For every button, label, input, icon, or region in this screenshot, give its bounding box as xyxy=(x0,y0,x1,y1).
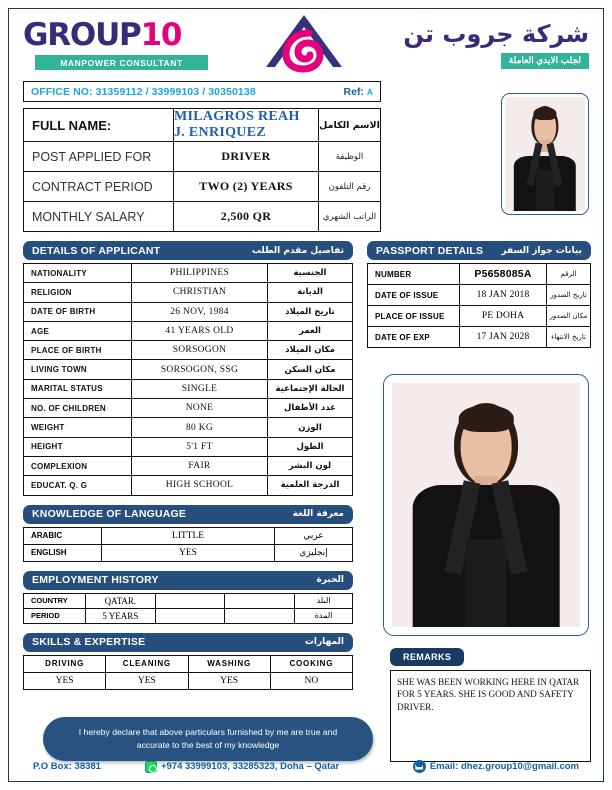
section-title-ar: معرفة اللغة xyxy=(292,509,344,520)
company-logo-english xyxy=(23,17,223,70)
section-header-employment-history xyxy=(23,571,353,590)
section-header-knowledge-of-language xyxy=(23,505,353,524)
contract-period-value: TWO (2) YEARS xyxy=(174,172,319,202)
section-header-skills-expertise xyxy=(23,633,353,652)
section-title-en: KNOWLEDGE OF LANGUAGE xyxy=(32,508,187,521)
section-title-ar: تفاصيل مقدم الطلب xyxy=(251,245,344,256)
language-value-english: YES xyxy=(102,544,275,561)
table-row xyxy=(24,608,353,623)
left-column xyxy=(23,241,353,690)
table-row xyxy=(368,264,591,285)
skill-value-driving: YES xyxy=(24,672,106,689)
passport-value-place-of-issue: PE DOHA xyxy=(460,306,547,327)
employment-label-period: PERIOD xyxy=(24,608,86,623)
passport-details-table xyxy=(367,263,591,348)
table-row xyxy=(24,456,353,475)
detail-label-nationality: NATIONALITY xyxy=(24,264,132,283)
section-title-en: DETAILS OF APPLICANT xyxy=(32,244,161,257)
passport-value-number: P5658085A xyxy=(460,264,547,285)
skill-header-driving: DRIVING xyxy=(24,655,106,672)
passport-arabic-date-of-exp: تاريخ الانتهاء xyxy=(547,327,591,348)
details-of-applicant-table xyxy=(23,263,353,496)
detail-arabic-weight: الوزن xyxy=(268,418,353,437)
post-applied-value: DRIVER xyxy=(174,142,319,172)
section-title-ar: بيانات جواز السفر xyxy=(501,245,582,256)
group10-droplet-icon xyxy=(262,11,346,73)
skill-value-washing: YES xyxy=(188,672,270,689)
table-row xyxy=(24,321,353,340)
table-row xyxy=(24,302,353,321)
logo-arabic-tagline: لجلب الايدي العاملة xyxy=(501,53,589,69)
table-row-full-name xyxy=(24,109,381,142)
table-row xyxy=(24,544,353,561)
post-applied-arabic: الوظيفة xyxy=(319,142,381,172)
monthly-salary-value: 2,500 QR xyxy=(174,202,319,232)
detail-label-age: AGE xyxy=(24,321,132,340)
detail-label-height: HEIGHT xyxy=(24,437,132,456)
email-icon xyxy=(413,760,426,773)
language-arabic-label-arabic: عربي xyxy=(275,527,353,544)
section-header-passport-details xyxy=(367,241,591,260)
detail-arabic-education: الدرجة العلمية xyxy=(268,476,353,495)
post-applied-label: POST APPLIED FOR xyxy=(24,142,174,172)
contract-period-arabic: رقم التلفون xyxy=(319,172,381,202)
table-row xyxy=(24,476,353,495)
detail-label-religion: RELIGION xyxy=(24,283,132,302)
detail-label-place-of-birth: PLACE OF BIRTH xyxy=(24,341,132,360)
employment-extra1-country xyxy=(155,593,225,608)
detail-arabic-place-of-birth: مكان الميلاد xyxy=(268,341,353,360)
table-row xyxy=(24,399,353,418)
language-arabic-label-english: إنجليزي xyxy=(275,544,353,561)
full-name-label: FULL NAME: xyxy=(24,109,174,142)
detail-value-living-town: SORSOGON, SSG xyxy=(132,360,268,379)
table-row xyxy=(24,202,381,232)
office-number-text: OFFICE NO: 31359112 / 33999103 / 30350138 xyxy=(31,85,256,98)
ref-label: Ref: xyxy=(343,85,364,98)
skill-value-cleaning: YES xyxy=(106,672,188,689)
detail-label-no-of-children: NO. OF CHILDREN xyxy=(24,399,132,418)
detail-arabic-height: الطول xyxy=(268,437,353,456)
whatsapp-icon xyxy=(145,761,157,773)
logo-main-text: GROUP xyxy=(23,17,141,53)
table-row xyxy=(24,527,353,544)
detail-arabic-nationality: الجنسية xyxy=(268,264,353,283)
employment-label-country: COUNTRY xyxy=(24,593,86,608)
section-title-en: SKILLS & EXPERTISE xyxy=(32,636,146,649)
skill-header-washing: WASHING xyxy=(188,655,270,672)
applicant-full-photo xyxy=(383,374,589,636)
right-column xyxy=(367,241,591,348)
section-title-ar: المهارات xyxy=(304,637,344,648)
photo-hair-front xyxy=(533,107,556,120)
detail-arabic-no-of-children: عدد الأطفال xyxy=(268,399,353,418)
detail-value-age: 41 YEARS OLD xyxy=(132,321,268,340)
photo-hair-front xyxy=(459,405,514,432)
table-row xyxy=(24,437,353,456)
detail-value-date-of-birth: 26 NOV, 1984 xyxy=(132,302,268,321)
logo-wordmark xyxy=(23,17,223,53)
document-header xyxy=(9,9,603,81)
table-row xyxy=(24,418,353,437)
logo-tagline: MANPOWER CONSULTANT xyxy=(35,55,208,70)
table-row xyxy=(24,341,353,360)
table-row xyxy=(24,672,353,689)
declaration-statement: I hereby declare that above particulars furnished by me are true and accurate to the best of my knowledge xyxy=(43,717,373,761)
passport-arabic-number: الرقم xyxy=(547,264,591,285)
photo-shirt xyxy=(465,539,506,627)
detail-value-education: HIGH SCHOOL xyxy=(132,476,268,495)
detail-value-marital-status: SINGLE xyxy=(132,379,268,398)
employment-extra1-period xyxy=(155,608,225,623)
detail-label-living-town: LIVING TOWN xyxy=(24,360,132,379)
company-logo-arabic xyxy=(384,21,589,69)
detail-label-marital-status: MARITAL STATUS xyxy=(24,379,132,398)
footer-email xyxy=(413,760,579,773)
center-logo xyxy=(223,11,384,79)
employment-arabic-period: المدة xyxy=(295,608,353,623)
language-label-arabic: ARABIC xyxy=(24,527,102,544)
detail-value-complexion: FAIR xyxy=(132,456,268,475)
applicant-full-photo-image xyxy=(392,383,580,627)
passport-arabic-date-of-issue: تاريخ الصدور xyxy=(547,285,591,306)
footer-po-box: P.O Box: 38381 xyxy=(33,761,101,772)
table-row xyxy=(24,264,353,283)
photo-shirt xyxy=(536,170,554,211)
table-row xyxy=(368,285,591,306)
section-header-details-of-applicant xyxy=(23,241,353,260)
detail-value-no-of-children: NONE xyxy=(132,399,268,418)
footer-phone xyxy=(145,761,339,773)
detail-value-place-of-birth: SORSOGON xyxy=(132,341,268,360)
monthly-salary-label: MONTHLY SALARY xyxy=(24,202,174,232)
detail-arabic-date-of-birth: تاريخ الميلاد xyxy=(268,302,353,321)
detail-label-education: EDUCAT. Q. G xyxy=(24,476,132,495)
language-label-english: ENGLISH xyxy=(24,544,102,561)
passport-label-date-of-exp: DATE OF EXP xyxy=(368,327,460,348)
passport-label-date-of-issue: DATE OF ISSUE xyxy=(368,285,460,306)
ref-value: A xyxy=(366,86,373,97)
full-name-value: MILAGROS REAH J. ENRIQUEZ xyxy=(174,109,319,142)
detail-label-complexion: COMPLEXION xyxy=(24,456,132,475)
footer-phone-text: +974 33999103, 33285323, Doha – Qatar xyxy=(160,761,340,772)
skill-value-cooking: NO xyxy=(270,672,352,689)
detail-label-date-of-birth: DATE OF BIRTH xyxy=(24,302,132,321)
knowledge-of-language-table xyxy=(23,527,353,562)
employment-value-period: 5 YEARS xyxy=(85,608,155,623)
logo-arabic-text: شركة جروب تن xyxy=(403,20,589,49)
passport-arabic-place-of-issue: مكان الصدور xyxy=(547,306,591,327)
office-number-bar xyxy=(23,81,381,102)
passport-label-number: NUMBER xyxy=(368,264,460,285)
employment-value-country: QATAR. xyxy=(85,593,155,608)
reference-field xyxy=(344,86,373,98)
table-row xyxy=(24,360,353,379)
section-title-en: PASSPORT DETAILS xyxy=(376,244,484,257)
table-row xyxy=(24,379,353,398)
table-row xyxy=(24,142,381,172)
passport-photo xyxy=(501,93,589,215)
remarks-badge: REMARKS xyxy=(390,648,464,666)
detail-value-weight: 80 KG xyxy=(132,418,268,437)
employment-arabic-country: البلد xyxy=(295,593,353,608)
table-row xyxy=(368,306,591,327)
table-row xyxy=(24,283,353,302)
document-footer xyxy=(9,760,603,773)
contract-period-label: CONTRACT PERIOD xyxy=(24,172,174,202)
table-row xyxy=(368,327,591,348)
passport-value-date-of-exp: 17 JAN 2028 xyxy=(460,327,547,348)
detail-arabic-marital-status: الحالة الإجتماعية xyxy=(268,379,353,398)
detail-label-weight: WEIGHT xyxy=(24,418,132,437)
detail-arabic-religion: الديانة xyxy=(268,283,353,302)
employment-extra2-period xyxy=(225,608,295,623)
remarks-section xyxy=(390,647,591,762)
footer-email-text: Email: dhez.group10@gmail.com xyxy=(429,761,579,772)
detail-arabic-age: العمر xyxy=(268,321,353,340)
detail-arabic-complexion: لون البشر xyxy=(268,456,353,475)
applicant-headshot-image xyxy=(505,97,585,211)
top-info-table xyxy=(23,108,381,232)
logo-number-text: 10 xyxy=(140,17,182,53)
section-title-en: EMPLOYMENT HISTORY xyxy=(32,574,159,587)
detail-arabic-living-town: مكان السكن xyxy=(268,360,353,379)
remarks-text: SHE WAS BEEN WORKING HERE IN QATAR FOR 5 YEARS. SHE IS GOOD AND SAFETY DRIVER. xyxy=(390,670,591,762)
table-row xyxy=(24,172,381,202)
full-name-arabic-label: الاسم الكامل xyxy=(319,109,381,142)
section-title-ar: الخبرة xyxy=(316,575,344,586)
skill-header-cleaning: CLEANING xyxy=(106,655,188,672)
passport-label-place-of-issue: PLACE OF ISSUE xyxy=(368,306,460,327)
detail-value-height: 5'1 FT xyxy=(132,437,268,456)
passport-value-date-of-issue: 18 JAN 2018 xyxy=(460,285,547,306)
detail-value-nationality: PHILIPPINES xyxy=(132,264,268,283)
detail-value-religion: CHRISTIAN xyxy=(132,283,268,302)
table-row xyxy=(24,593,353,608)
table-row-header xyxy=(24,655,353,672)
employment-extra2-country xyxy=(225,593,295,608)
skills-expertise-table xyxy=(23,655,353,690)
language-value-arabic: LITTLE xyxy=(102,527,275,544)
skill-header-cooking: COOKING xyxy=(270,655,352,672)
monthly-salary-arabic: الراتب الشهري xyxy=(319,202,381,232)
cv-sheet xyxy=(8,8,604,782)
employment-history-table xyxy=(23,593,353,624)
